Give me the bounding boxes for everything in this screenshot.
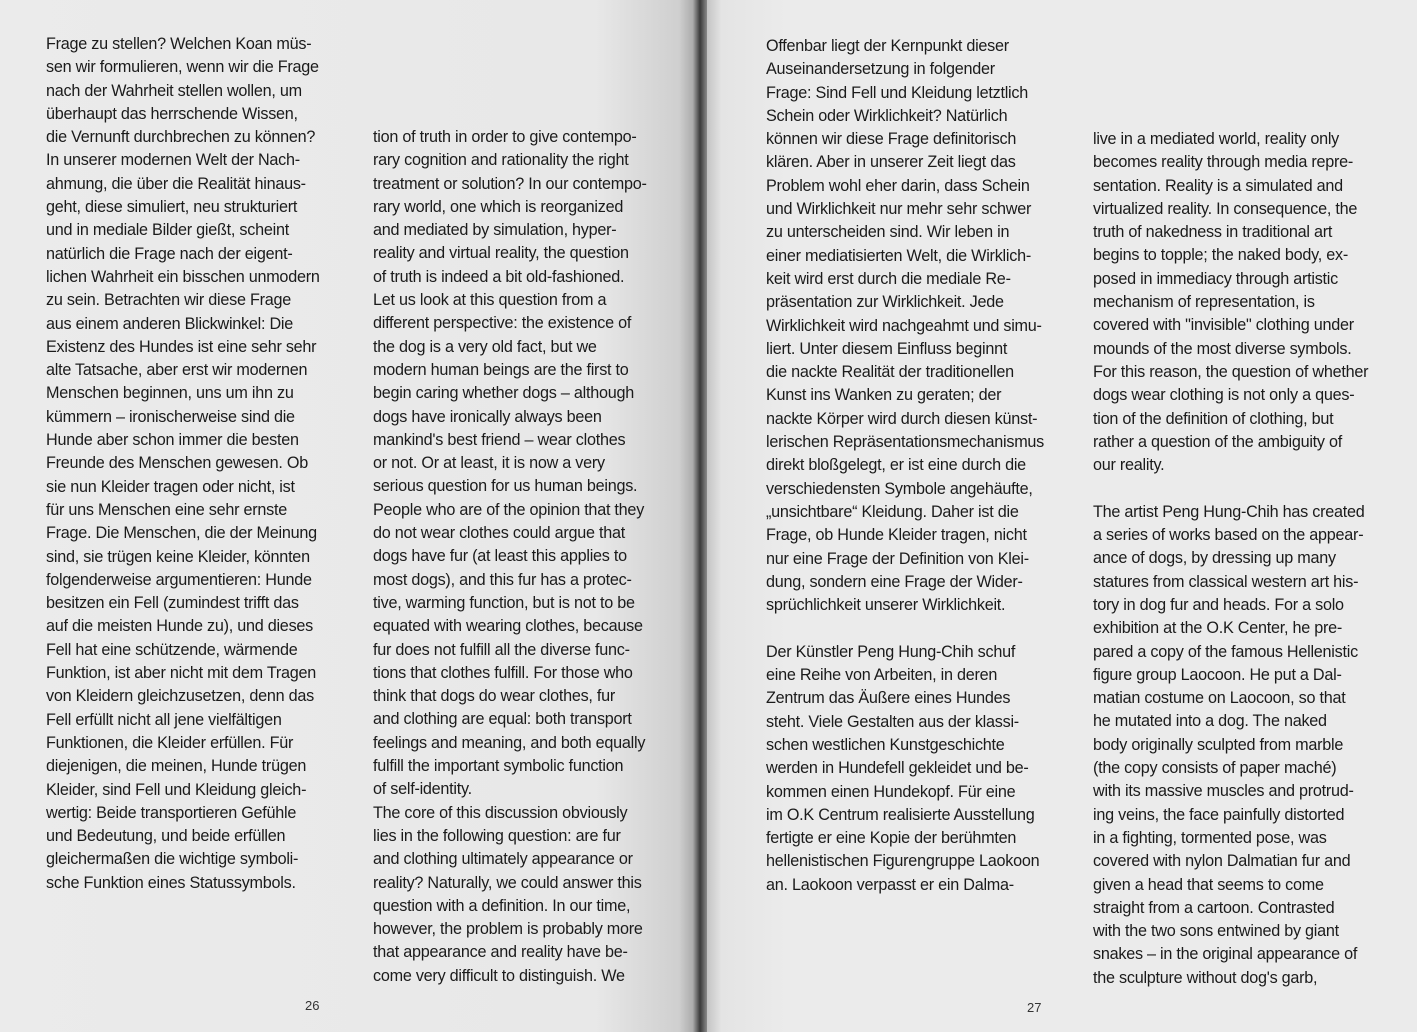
text-line: straight from a cartoon. Contrasted xyxy=(1093,898,1335,917)
text-line: with the two sons entwined by giant xyxy=(1093,922,1339,941)
text-line: alte Tatsache, aber erst wir modernen xyxy=(46,361,308,380)
text-line: (the copy consists of paper maché) xyxy=(1093,759,1337,778)
text-line: begins to topple; the naked body, ex- xyxy=(1093,246,1349,265)
text-line: die Vernunft durchbrechen zu können? xyxy=(46,128,316,147)
text-line: Frage zu stellen? Welchen Koan müs- xyxy=(46,35,312,53)
left-page-english-column xyxy=(373,126,647,988)
text-line: come very difficult to distinguish. We xyxy=(373,966,625,985)
text-line: sen wir formulieren, wenn wir die Frage xyxy=(46,58,319,77)
text-line: Zentrum das Äußere eines Hundes xyxy=(766,689,1011,708)
left-page xyxy=(0,0,700,1032)
text-line: feelings and meaning, and both equally xyxy=(373,733,646,752)
text-line: einer mediatisierten Welt, die Wirklich- xyxy=(766,246,1031,265)
text-line: exhibition at the O.K Center, he pre- xyxy=(1093,619,1342,638)
text-line: rather a question of the ambiguity of xyxy=(1093,432,1343,451)
text-line: mechanism of representation, is xyxy=(1093,293,1315,312)
text-line: statures from classical western art his- xyxy=(1093,572,1359,591)
paragraph-gap xyxy=(766,617,1044,640)
paragraph-gap xyxy=(1093,477,1368,500)
text-line: In unserer modernen Welt der Nach- xyxy=(46,151,300,170)
text-line: lies in the following question: are fur xyxy=(373,826,621,845)
text-line: sprüchlichkeit unserer Wirklichkeit. xyxy=(766,596,1006,615)
text-line: natürlich die Frage nach der eigent- xyxy=(46,244,293,263)
text-line: Offenbar liegt der Kernpunkt dieser xyxy=(766,37,1009,55)
text-line: snakes – in the original appearance of xyxy=(1093,945,1358,964)
text-line: Frage: Sind Fell und Kleidung letztlich xyxy=(766,83,1028,102)
text-line: Fell hat eine schützende, wärmende xyxy=(46,640,298,659)
text-line: Der Künstler Peng Hung-Chih schuf xyxy=(766,642,1016,661)
text-line: the sculpture without dog's garb, xyxy=(1093,968,1318,987)
text-line: dung, sondern eine Frage der Wider- xyxy=(766,572,1023,591)
text-line: zu unterscheiden sind. Wir leben in xyxy=(766,223,1010,242)
text-line: Let us look at this question from a xyxy=(373,291,607,310)
text-line: covered with "invisible" clothing under xyxy=(1093,316,1354,335)
text-line: schen westlichen Kunstgeschichte xyxy=(766,735,1005,754)
text-line: diejenigen, die meinen, Hunde trügen xyxy=(46,757,307,776)
text-line: Freunde des Menschen gewesen. Ob xyxy=(46,454,308,473)
text-line: treatment or solution? In our contempo- xyxy=(373,174,647,193)
text-line: klären. Aber in unserer Zeit liegt das xyxy=(766,153,1016,172)
text-line: präsentation zur Wirklichkeit. Jede xyxy=(766,293,1004,312)
text-line: können wir diese Frage definitorisch xyxy=(766,130,1017,149)
text-line: of truth is indeed a bit old-fashioned. xyxy=(373,267,625,286)
text-line: im O.K Centrum realisierte Ausstellung xyxy=(766,805,1035,824)
text-line: virtualized reality. In consequence, the xyxy=(1093,199,1358,218)
text-line: Hunde aber schon immer die besten xyxy=(46,431,299,450)
text-line: für uns Menschen eine sehr ernste xyxy=(46,500,287,519)
text-line: Frage. Die Menschen, die der Meinung xyxy=(46,524,317,543)
text-line: tions that clothes fulfill. For those who xyxy=(373,663,633,682)
text-line: most dogs), and this fur has a protec- xyxy=(373,570,632,589)
text-line: fur does not fulfill all the diverse func- xyxy=(373,640,630,659)
book-gutter xyxy=(693,0,707,1032)
text-line: sche Funktion eines Statussymbols. xyxy=(46,873,296,892)
text-line: Kleider, sind Fell und Kleidung gleich- xyxy=(46,780,307,799)
text-line: or not. Or at least, it is now a very xyxy=(373,454,605,473)
text-line: and clothing are equal: both transport xyxy=(373,710,632,729)
text-line: wertig: Beide transportieren Gefühle xyxy=(46,803,297,822)
text-line: however, the problem is probably more xyxy=(373,920,643,939)
text-line: tion of truth in order to give contempo- xyxy=(373,128,637,146)
text-line: question with a definition. In our time, xyxy=(373,896,631,915)
text-line: werden in Hundefell gekleidet und be- xyxy=(766,759,1029,778)
text-line: posed in immediacy through artistic xyxy=(1093,269,1338,288)
text-line: a series of works based on the appear- xyxy=(1093,526,1364,545)
text-line: folgenderweise argumentieren: Hunde xyxy=(46,570,312,589)
text-line: und Bedeutung, und beide erfüllen xyxy=(46,827,286,846)
text-line: fertigte er eine Kopie der berühmten xyxy=(766,829,1017,848)
text-line: sie nun Kleider tragen oder nicht, ist xyxy=(46,477,295,496)
text-line: besitzen ein Fell (zumindest trifft das xyxy=(46,594,299,613)
text-line: tion of the definition of clothing, but xyxy=(1093,409,1334,428)
text-line: an. Laokoon verpasst er ein Dalma- xyxy=(766,875,1014,894)
text-line: pared a copy of the famous Hellenistic xyxy=(1093,642,1358,661)
text-line: „unsichtbare“ Kleidung. Daher ist die xyxy=(766,502,1019,521)
text-line: reality and virtual reality, the question xyxy=(373,244,629,263)
text-line: that appearance and reality have be- xyxy=(373,943,628,962)
text-line: mankind's best friend – wear clothes xyxy=(373,430,626,449)
text-line: nur eine Frage der Definition von Klei- xyxy=(766,549,1029,568)
text-line: becomes reality through media repre- xyxy=(1093,153,1354,172)
text-line: of self-identity. xyxy=(373,780,472,799)
text-line: von Kleidern gleichzusetzen, denn das xyxy=(46,687,314,706)
text-line: Funktionen, die Kleider erfüllen. Für xyxy=(46,733,294,752)
text-line: nach der Wahrheit stellen wollen, um xyxy=(46,81,302,100)
right-page-english-column xyxy=(1093,128,1368,990)
text-line: kommen einen Hundekopf. Für eine xyxy=(766,782,1016,801)
text-line: kümmern – ironischerweise sind die xyxy=(46,407,295,426)
text-line: nackte Körper wird durch diesen künst- xyxy=(766,409,1038,428)
text-line: reality? Naturally, we could answer this xyxy=(373,873,642,892)
text-line: tive, warming function, but is not to be xyxy=(373,593,635,612)
left-page-german-column xyxy=(46,33,320,895)
text-line: ance of dogs, by dressing up many xyxy=(1093,549,1336,568)
text-line: geht, diese simuliert, neu strukturiert xyxy=(46,198,298,217)
text-line: und Wirklichkeit nur mehr sehr schwer xyxy=(766,200,1032,219)
text-line: direkt bloßgelegt, er ist eine durch die xyxy=(766,456,1026,475)
text-line: dogs have ironically always been xyxy=(373,407,602,426)
text-line: body originally sculpted from marble xyxy=(1093,735,1344,754)
text-line: given a head that seems to come xyxy=(1093,875,1324,894)
text-line: eine Reihe von Arbeiten, in deren xyxy=(766,666,998,685)
text-line: ahmung, die über die Realität hinaus- xyxy=(46,174,306,193)
text-line: begin caring whether dogs – although xyxy=(373,384,634,403)
text-line: modern human beings are the first to xyxy=(373,360,629,379)
text-line: covered with nylon Dalmatian fur and xyxy=(1093,852,1351,871)
text-line: and clothing ultimately appearance or xyxy=(373,850,633,869)
text-line: figure group Laocoon. He put a Dal- xyxy=(1093,665,1342,684)
text-line: Existenz des Hundes ist eine sehr sehr xyxy=(46,337,317,356)
page-number-right: 27 xyxy=(1027,1000,1042,1015)
text-line: in a fighting, tormented pose, was xyxy=(1093,828,1327,847)
text-line: he mutated into a dog. The naked xyxy=(1093,712,1327,731)
text-line: Funktion, ist aber nicht mit dem Tragen xyxy=(46,664,317,683)
text-line: liert. Unter diesem Einfluss beginnt xyxy=(766,339,1008,358)
text-line: Frage, ob Hunde Kleider tragen, nicht xyxy=(766,526,1027,545)
text-line: fulfill the important symbolic function xyxy=(373,757,624,776)
text-line: The core of this discussion obviously xyxy=(373,803,628,822)
text-line: different perspective: the existence of xyxy=(373,314,632,333)
text-line: serious question for us human beings. xyxy=(373,477,638,496)
text-line: mounds of the most diverse symbols. xyxy=(1093,339,1352,358)
text-line: aus einem anderen Blickwinkel: Die xyxy=(46,314,294,333)
text-line: lichen Wahrheit ein bisschen unmodern xyxy=(46,267,320,286)
text-line: die nackte Realität der traditionellen xyxy=(766,363,1014,382)
text-line: Auseinandersetzung in folgender xyxy=(766,60,995,79)
text-line: with its massive muscles and protrud- xyxy=(1093,782,1354,801)
text-line: Fell erfüllt nicht all jene vielfältigen xyxy=(46,710,282,729)
text-line: The artist Peng Hung-Chih has created xyxy=(1093,502,1365,521)
text-line: dogs wear clothing is not only a ques- xyxy=(1093,386,1355,405)
text-line: Wirklichkeit wird nachgeahmt und simu- xyxy=(766,316,1042,335)
text-line: zu sein. Betrachten wir diese Frage xyxy=(46,291,291,310)
text-line: People who are of the opinion that they xyxy=(373,500,645,519)
text-line: and mediated by simulation, hyper- xyxy=(373,221,617,240)
right-page xyxy=(700,0,1417,1032)
text-line: hellenistischen Figurengruppe Laokoon xyxy=(766,852,1040,871)
text-line: the dog is a very old fact, but we xyxy=(373,337,597,356)
text-line: truth of nakedness in traditional art xyxy=(1093,223,1333,242)
text-line: überhaupt das herrschende Wissen, xyxy=(46,104,298,123)
text-line: our reality. xyxy=(1093,456,1165,475)
text-line: equated with wearing clothes, because xyxy=(373,617,643,636)
text-line: und in mediale Bilder gießt, scheint xyxy=(46,221,289,240)
text-line: rary world, one which is reorganized xyxy=(373,197,624,216)
text-line: auf die meisten Hunde zu), und dieses xyxy=(46,617,314,636)
text-line: Problem wohl eher darin, dass Schein xyxy=(766,176,1030,195)
text-line: sind, sie trügen keine Kleider, könnten xyxy=(46,547,310,566)
text-line: ing veins, the face painfully distorted xyxy=(1093,805,1345,824)
text-line: dogs have fur (at least this applies to xyxy=(373,547,627,566)
text-line: verschiedensten Symbole angehäufte, xyxy=(766,479,1033,498)
text-line: do not wear clothes could argue that xyxy=(373,524,625,543)
text-line: think that dogs do wear clothes, fur xyxy=(373,687,616,706)
text-line: tory in dog fur and heads. For a solo xyxy=(1093,595,1344,614)
text-line: keit wird erst durch die mediale Re- xyxy=(766,269,1011,288)
page-number-left: 26 xyxy=(305,998,320,1013)
text-line: steht. Viele Gestalten aus der klassi- xyxy=(766,712,1019,731)
text-line: gleichermaßen die wichtige symboli- xyxy=(46,850,299,869)
text-line: Menschen beginnen, uns um ihn zu xyxy=(46,384,294,403)
text-line: rary cognition and rationality the right xyxy=(373,151,629,170)
text-line: live in a mediated world, reality only xyxy=(1093,130,1340,148)
text-line: For this reason, the question of whether xyxy=(1093,362,1369,381)
right-page-german-column xyxy=(766,35,1044,897)
text-line: sentation. Reality is a simulated and xyxy=(1093,176,1343,195)
text-line: Schein oder Wirklichkeit? Natürlich xyxy=(766,106,1008,125)
text-line: lerischen Repräsentationsmechanismus xyxy=(766,433,1045,452)
text-line: Kunst ins Wanken zu geraten; der xyxy=(766,386,1002,405)
text-line: matian costume on Laocoon, so that xyxy=(1093,689,1346,708)
